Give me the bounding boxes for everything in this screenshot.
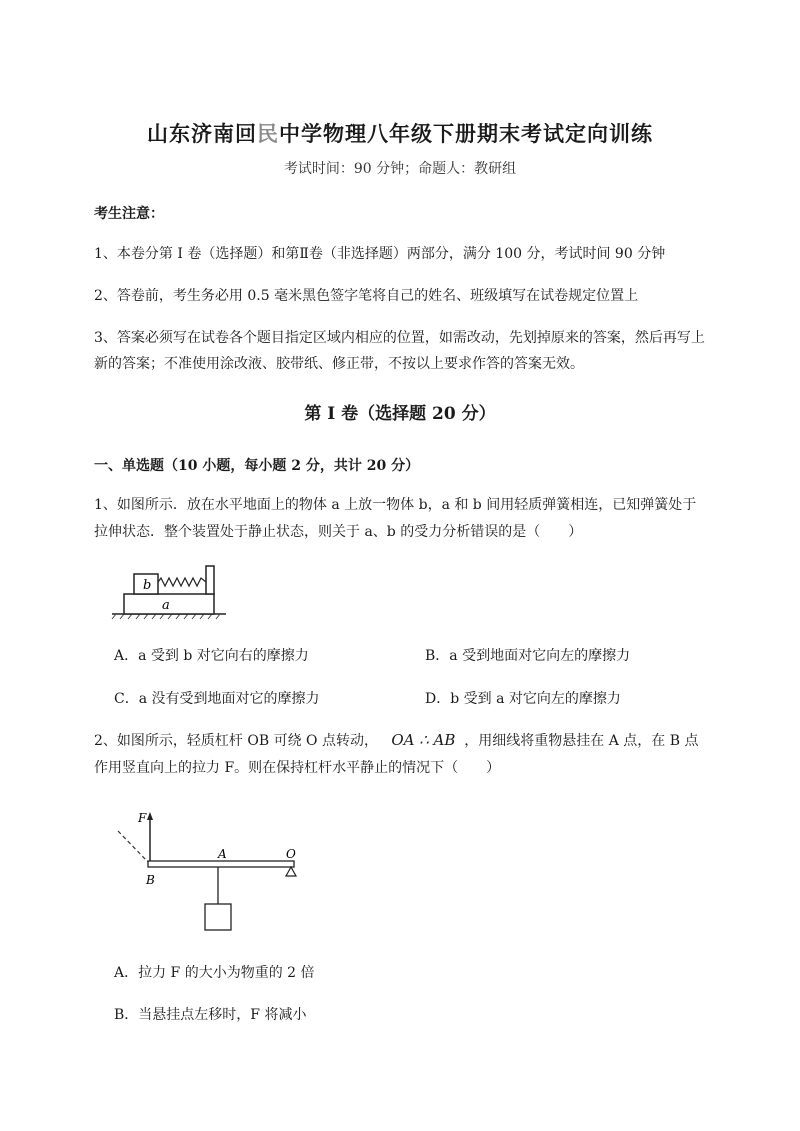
spring [158, 578, 206, 586]
block-b-label: b [143, 578, 152, 593]
notice-item: 1、本卷分第 I 卷（选择题）和第Ⅱ卷（非选择题）两部分，满分 100 分，考试时间 90 分钟 [94, 246, 666, 262]
notice-item: 3、答案必须写在试卷各个题目指定区域内相应的位置，如需改动，先划掉原来的答案，然后再写上新的答案；不准使用涂改液、胶带纸、修正带，不按以上要求作答的答案无效。 [94, 330, 705, 372]
label-f: F [138, 811, 147, 825]
label-a: A [218, 847, 227, 861]
page-title: 山东济南回民中学物理八年级下册期末考试定向训练 [147, 121, 653, 146]
pivot-support [286, 867, 296, 876]
notice-heading: 考生注意： [94, 206, 164, 222]
q1-option-d[interactable]: D．b 受到 a 对它向左的摩擦力 [425, 691, 621, 707]
lever-bar [148, 861, 294, 867]
section-title: 第 I 卷（选择题 20 分） [304, 404, 496, 424]
question-group-heading: 一、单选题（10 小题，每小题 2 分，共计 20 分） [94, 458, 420, 474]
dashed-force-line [118, 831, 148, 862]
q1-option-b[interactable]: B．a 受到地面对它向左的摩擦力 [425, 648, 631, 664]
label-b: B [146, 873, 155, 887]
question-2-stem: 2、如图所示，轻质杠杆 OB 可绕 O 点转动， OA ∴ AB ，用细线将重物悬挂在 A 点，在 B 点作用竖直向上的拉力 F。则在保持杠杆水平静止的情况下（ ） [94, 731, 699, 776]
question-1-figure [110, 560, 230, 620]
notice-item: 2、答卷前，考生务必用 0.5 毫米黑色签字笔将自己的姓名、班级填写在试卷规定位置上 [94, 288, 639, 304]
force-arrowhead [147, 812, 153, 820]
question-2-figure [110, 808, 310, 938]
label-o: O [286, 847, 296, 861]
question-1-stem: 1、如图所示．放在水平地面上的物体 a 上放一物体 b，a 和 b 间用轻质弹簧相连，已知弹簧处于拉伸状态．整个装置处于静止状态，则关于 a、b 的受力分析错误的是（ ） [94, 497, 697, 540]
block-a-label: a [162, 598, 170, 613]
exam-info: 考试时间：90 分钟；命题人：教研组 [283, 161, 517, 177]
q2-option-b[interactable]: B．当悬挂点左移时，F 将减小 [114, 1007, 307, 1023]
q1-option-a[interactable]: A．a 受到 b 对它向右的摩擦力 [114, 648, 309, 664]
wall-post [206, 566, 214, 594]
q2-option-a[interactable]: A．拉力 F 的大小为物重的 2 倍 [114, 965, 315, 981]
ratio-formula: OA ∴ AB [391, 731, 456, 749]
hanging-weight [205, 904, 231, 930]
q1-option-c[interactable]: C．a 没有受到地面对它的摩擦力 [114, 691, 320, 707]
